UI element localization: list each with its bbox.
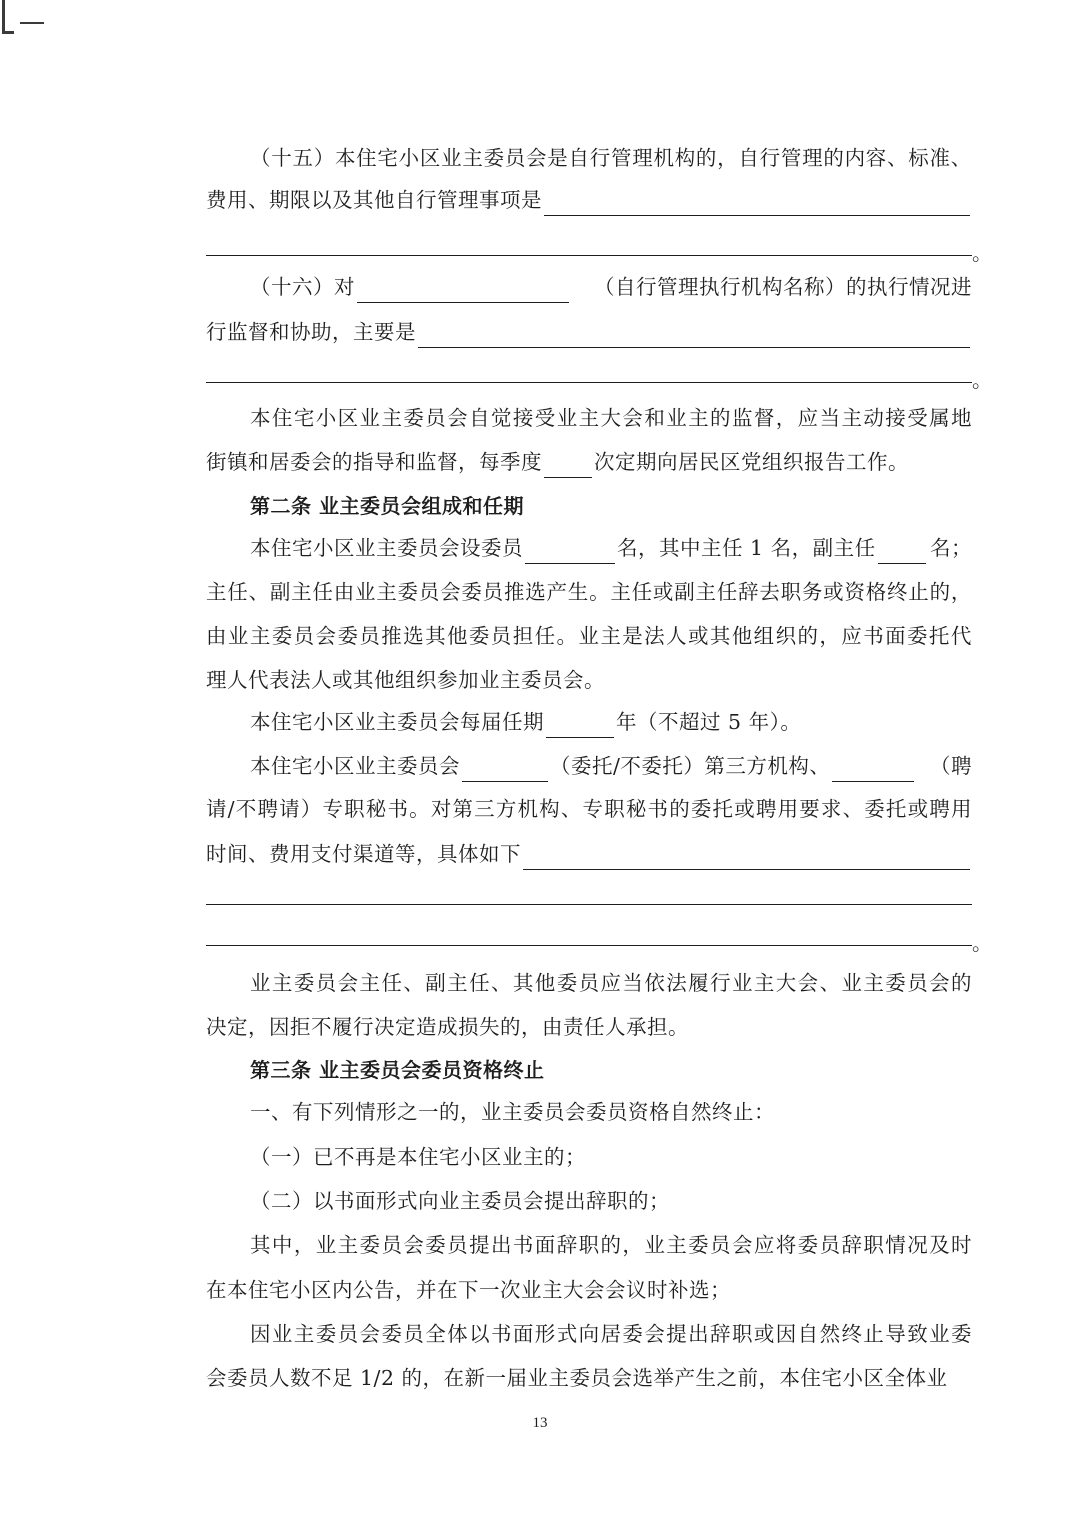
article-2-p3-end-mark: 。 — [972, 931, 992, 955]
fill-blank-committee-member-count[interactable] — [525, 539, 615, 564]
fill-blank-secretary-choice[interactable] — [832, 757, 914, 782]
fill-blank-supervision-content-continued[interactable] — [206, 382, 972, 383]
article-2-p3-line-3 — [206, 838, 972, 870]
article-2-p1-line-1 — [250, 532, 972, 564]
clause-15-end-mark: 。 — [972, 241, 992, 265]
fill-blank-engagement-details-continued-2[interactable] — [206, 945, 972, 946]
fill-blank-engagement-details-continued-1[interactable] — [206, 904, 972, 905]
article-3-heading: 第三条 业主委员会委员资格终止 — [250, 1058, 545, 1082]
clause-16-end-mark: 。 — [972, 368, 992, 392]
article-2-p3-line-3-text: 时间、费用支付渠道等，具体如下 — [206, 842, 521, 866]
article-2-p1-middle: 名，其中主任 1 名，副主任 — [617, 536, 876, 560]
supervision-line-2-suffix: 次定期向居民区党组织报告工作。 — [594, 450, 909, 474]
article-2-p3-prefix: 本住宅小区业主委员会 — [250, 754, 460, 778]
fill-blank-supervision-content[interactable] — [418, 323, 970, 348]
clause-15-line-2-text: 费用、期限以及其他自行管理事项是 — [206, 188, 542, 212]
scan-corner-mark — [0, 0, 44, 40]
fill-blank-third-party-choice[interactable] — [462, 757, 548, 782]
article-2-heading: 第二条 业主委员会组成和任期 — [250, 494, 524, 518]
article-2-p1-line-3: 由 业 主 委 员 会 委 员 推 选 其 他 委 员 担 任 。 业 主 是 法 人 或 其 他 组 织 的 ， 应 书 面 委 托 代 — [206, 624, 972, 648]
clause-16-line-2 — [206, 316, 972, 348]
fill-blank-executing-agency-name[interactable] — [357, 278, 569, 303]
article-2-p4-line-1: 业 主 委 员 会 主 任 、 副 主 任 、 其 他 委 员 应 当 依 法 履 行 业 主 大 会 、 业 主 委 员 会 的 — [250, 971, 972, 995]
article-2-p3-line-1 — [250, 750, 972, 782]
article-3-p2-line-2: 会委员人数不足 1/2 的，在新一届业主委员会选举产生之前，本住宅小区全体业 — [206, 1366, 948, 1390]
article-2-term-suffix: 年（不超过 5 年）。 — [616, 710, 802, 734]
article-3-p1-line-1: 其 中 ， 业 主 委 员 会 委 员 提 出 书 面 辞 职 的 ， 业 主 委 员 会 应 将 委 员 辞 职 情 况 及 时 — [250, 1233, 972, 1257]
article-2-term-prefix: 本住宅小区业主委员会每届任期 — [250, 710, 544, 734]
clause-16-line-2-text: 行监督和协助，主要是 — [206, 320, 416, 344]
article-3-item-1: 一、有下列情形之一的，业主委员会委员资格自然终止： — [250, 1100, 775, 1124]
fill-blank-self-management-items[interactable] — [544, 191, 970, 216]
article-3-p2-line-1: 因 业 主 委 员 会 委 员 全 体 以 书 面 形 式 向 居 委 会 提 出 辞 职 或 因 自 然 终 止 导 致 业 委 — [250, 1322, 972, 1346]
supervision-line-2 — [206, 446, 972, 478]
clause-16-middle: （自行管理执行机构名称）的执行情况进 — [594, 275, 972, 299]
clause-16-line-1 — [250, 271, 972, 303]
fill-blank-vice-director-count[interactable] — [878, 539, 926, 564]
supervision-line-2-prefix: 街镇和居委会的指导和监督，每季度 — [206, 450, 542, 474]
supervision-line-1: 本 住 宅 小 区 业 主 委 员 会 自 觉 接 受 业 主 大 会 和 业 主 的 监 督 ， 应 当 主 动 接 受 属 地 — [250, 406, 972, 430]
article-2-p1-line-4: 理人代表法人或其他组织参加业主委员会。 — [206, 668, 605, 692]
article-3-sub-2: （二）以书面形式向业主委员会提出辞职的； — [250, 1189, 670, 1213]
article-2-p3-suffix: （聘 — [930, 754, 972, 778]
page-number: 13 — [532, 1415, 548, 1431]
article-2-term-line — [250, 706, 972, 738]
article-2-p1-prefix: 本住宅小区业主委员会设委员 — [250, 536, 523, 560]
fill-blank-engagement-details[interactable] — [523, 845, 970, 870]
article-2-p3-line-2: 请 / 不 聘 请 ） 专 职 秘 书 。 对 第 三 方 机 构 、 专 职 秘 书 的 委 托 或 聘 用 要 求 、 委 托 或 聘 用 — [206, 797, 972, 821]
fill-blank-quarterly-report-count[interactable] — [544, 453, 592, 478]
fill-blank-self-management-items-continued[interactable] — [206, 255, 972, 256]
fill-blank-term-years[interactable] — [546, 713, 614, 738]
clause-15-line-2 — [206, 184, 972, 216]
article-2-p4-line-2: 决定，因拒不履行决定造成损失的，由责任人承担。 — [206, 1015, 689, 1039]
clause-16-prefix: （十六）对 — [250, 275, 355, 299]
article-2-p3-middle: （委托/不委托）第三方机构、 — [550, 754, 831, 778]
article-2-p1-line-2: 主 任 、 副 主 任 由 业 主 委 员 会 委 员 推 选 产 生 。 主 任 或 副 主 任 辞 去 职 务 或 资 格 终 止 的 ， — [206, 580, 972, 604]
article-2-p1-suffix: 名； — [930, 536, 972, 560]
article-3-p1-line-2: 在本住宅小区内公告，并在下一次业主大会会议时补选； — [206, 1278, 731, 1302]
article-3-sub-1: （一）已不再是本住宅小区业主的； — [250, 1145, 586, 1169]
clause-15-line-1: （ 十 五 ） 本 住 宅 小 区 业 主 委 员 会 是 自 行 管 理 机 构 的 ， 自 行 管 理 的 内 容 、 标 准 、 — [250, 146, 972, 170]
